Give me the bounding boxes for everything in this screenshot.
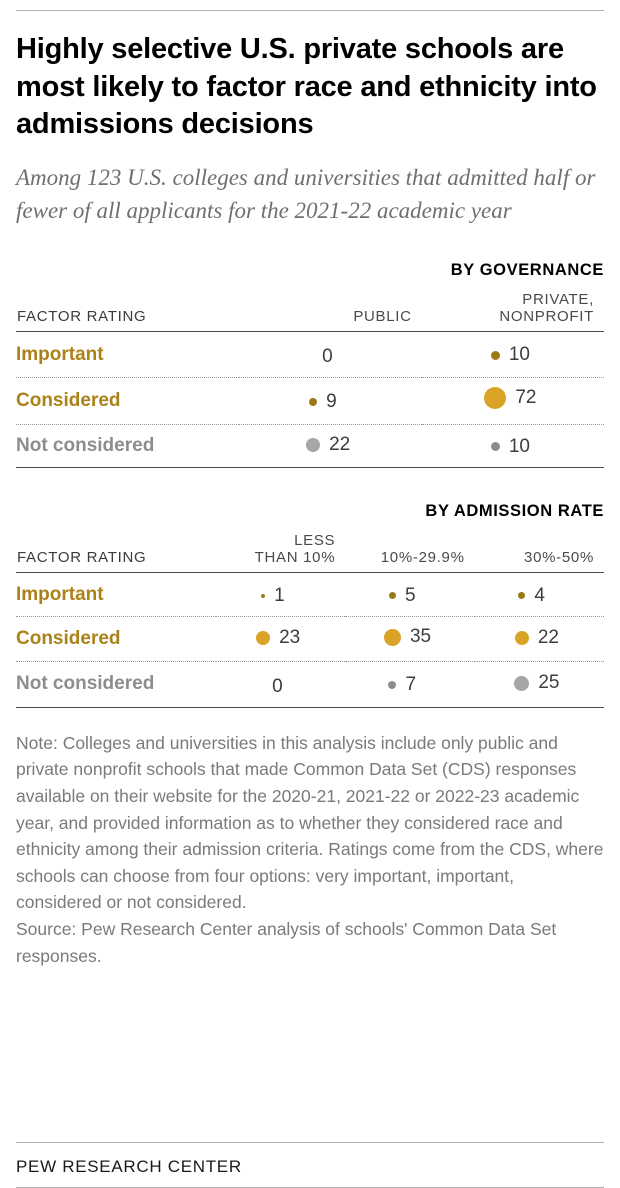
cell-content bbox=[389, 585, 431, 607]
column-header bbox=[345, 531, 474, 573]
data-panels bbox=[16, 227, 604, 708]
row-label: Not considered bbox=[16, 425, 239, 468]
table-row bbox=[16, 573, 604, 617]
note-text: Note: Colleges and universities in this analysis include only public and private nonprofit schools that made Common Data Set (CDS) responses available on their website for the 2020-21, 2021-22 or 2022-23 academic year, and provided information as to whether they considered race and ethnicity among their admission criteria. Ratings come from the CDS, where schools can choose from four options: very important, important, considered or not considered. bbox=[16, 732, 604, 913]
data-cell bbox=[345, 617, 474, 662]
data-table bbox=[16, 290, 604, 468]
value-dot-icon bbox=[491, 351, 500, 360]
value-dot-icon bbox=[491, 442, 500, 451]
value-dot-icon bbox=[309, 398, 317, 406]
data-cell bbox=[422, 332, 604, 378]
cell-value: 5 bbox=[404, 584, 416, 606]
data-cell bbox=[216, 573, 345, 617]
data-cell bbox=[475, 661, 604, 707]
data-cell bbox=[345, 573, 474, 617]
cell-content bbox=[491, 436, 535, 458]
data-cell bbox=[239, 332, 421, 378]
data-cell bbox=[345, 661, 474, 707]
source-text: Source: Pew Research Center analysis of schools' Common Data Set responses. bbox=[16, 919, 557, 966]
value-dot-icon bbox=[514, 676, 529, 691]
notes-block bbox=[16, 730, 604, 969]
row-label: Important bbox=[16, 573, 216, 617]
data-panel bbox=[16, 502, 604, 708]
data-cell bbox=[475, 617, 604, 662]
data-cell bbox=[422, 425, 604, 468]
cell-content bbox=[484, 387, 541, 409]
cell-value: 4 bbox=[534, 584, 545, 606]
column-header-line: 10%-29.9% bbox=[380, 549, 465, 567]
value-dot-icon bbox=[384, 629, 401, 646]
value-dot-icon bbox=[484, 387, 506, 409]
cell-value: 10 bbox=[508, 435, 530, 457]
column-header bbox=[475, 531, 604, 573]
data-table bbox=[16, 531, 604, 708]
cell-value: 22 bbox=[329, 434, 351, 456]
data-cell bbox=[216, 661, 345, 707]
column-header-line: LESS bbox=[294, 532, 336, 550]
data-cell bbox=[422, 378, 604, 425]
column-header-line: NONPROFIT bbox=[499, 308, 594, 326]
cell-content bbox=[518, 585, 560, 607]
cell-content bbox=[515, 627, 564, 649]
value-dot-icon bbox=[515, 631, 529, 645]
cell-value: 10 bbox=[508, 344, 530, 366]
row-label: Considered bbox=[16, 617, 216, 662]
cell-value: 25 bbox=[538, 672, 560, 694]
data-cell bbox=[239, 378, 421, 425]
cell-value: 72 bbox=[515, 387, 537, 409]
page-subtitle: Among 123 U.S. colleges and universities that admitted half or fewer of all applicants for the 2021-22 academic year bbox=[16, 165, 596, 223]
cell-content bbox=[313, 346, 348, 368]
column-header-line: PUBLIC bbox=[353, 308, 412, 326]
data-cell bbox=[475, 573, 604, 617]
cell-value: 22 bbox=[537, 627, 559, 649]
cell-content bbox=[384, 626, 436, 648]
data-cell bbox=[216, 617, 345, 662]
cell-value: 23 bbox=[279, 627, 301, 649]
value-dot-icon bbox=[518, 592, 525, 599]
table-row bbox=[16, 661, 604, 707]
cell-content bbox=[514, 672, 564, 694]
data-cell bbox=[239, 425, 421, 468]
table-row bbox=[16, 617, 604, 662]
top-divider bbox=[16, 10, 604, 11]
value-dot-icon bbox=[306, 438, 320, 452]
column-header bbox=[239, 290, 421, 332]
value-dot-icon bbox=[261, 594, 265, 598]
value-dot-icon bbox=[388, 681, 396, 689]
row-label: Important bbox=[16, 332, 239, 378]
cell-value: 0 bbox=[322, 346, 333, 368]
cell-content bbox=[306, 434, 355, 456]
panel-heading: BY ADMISSION RATE bbox=[425, 502, 604, 521]
cell-content bbox=[256, 627, 305, 649]
panel-heading: BY GOVERNANCE bbox=[450, 261, 604, 280]
table-row bbox=[16, 378, 604, 425]
value-dot-icon bbox=[256, 631, 270, 645]
table-row bbox=[16, 332, 604, 378]
column-header bbox=[422, 290, 604, 332]
value-dot-icon bbox=[389, 592, 396, 599]
row-label: Considered bbox=[16, 378, 239, 425]
data-panel bbox=[16, 261, 604, 468]
column-header-factor-rating: FACTOR RATING bbox=[17, 549, 147, 567]
brand-label: PEW RESEARCH CENTER bbox=[16, 1157, 242, 1176]
column-header-line: THAN 10% bbox=[254, 549, 336, 567]
cell-content bbox=[388, 674, 431, 696]
table-row bbox=[16, 425, 604, 468]
cell-content bbox=[491, 344, 535, 366]
cell-value: 1 bbox=[274, 585, 285, 607]
cell-value: 9 bbox=[326, 390, 337, 412]
page-title: Highly selective U.S. private schools are most likely to factor race and ethnicity into admissions decisions bbox=[16, 33, 597, 141]
cell-content bbox=[309, 391, 352, 413]
cell-value: 0 bbox=[272, 675, 283, 697]
row-label: Not considered bbox=[16, 661, 216, 707]
column-header-line: 30%-50% bbox=[524, 549, 594, 567]
column-header-factor-rating: FACTOR RATING bbox=[17, 308, 147, 326]
cell-value: 7 bbox=[405, 673, 417, 695]
column-header bbox=[216, 531, 345, 573]
cell-value: 35 bbox=[409, 626, 432, 648]
column-header-line: PRIVATE, bbox=[522, 291, 594, 309]
cell-content bbox=[263, 676, 298, 698]
cell-content bbox=[261, 585, 300, 607]
